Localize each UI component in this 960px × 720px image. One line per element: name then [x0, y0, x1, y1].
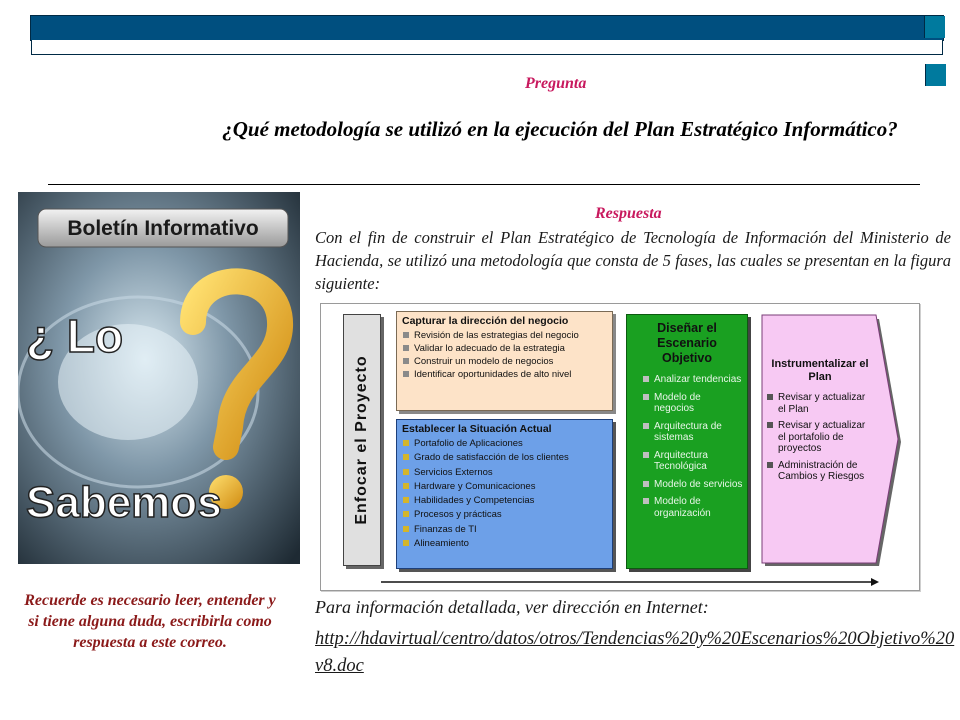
list-item: Construir un modelo de negocios: [403, 355, 608, 368]
top-bar-lower: [31, 40, 943, 55]
question-text: ¿Qué metodología se utilizó en la ejecución del Plan Estratégico Informático?: [222, 117, 898, 141]
phase-capturar-box: [396, 311, 613, 411]
question-label: Pregunta: [525, 75, 587, 92]
list-item: Revisar y actualizar el Plan: [767, 392, 875, 415]
phase-capturar-list: [397, 329, 612, 381]
info-text: Para información detallada, ver dirección en Internet:: [315, 597, 709, 617]
top-bar-square: [924, 16, 945, 38]
list-item: Habilidades y Competencias: [403, 494, 608, 508]
phase-instrumentalizar-list: [761, 392, 879, 483]
divider: [48, 184, 920, 185]
bulletin-line1: ¿ Lo: [26, 310, 124, 362]
phase-disenar-title: Diseñar el Escenario Objetivo: [657, 321, 717, 365]
phase-instrumentalizar-box: [761, 314, 901, 567]
list-item: Revisión de las estrategias del negocio: [403, 329, 608, 342]
list-item: Finanzas de TI: [403, 523, 608, 537]
list-item: Modelo de servicios: [643, 479, 743, 491]
list-item: Revisar y actualizar el portafolio de proyectos: [767, 420, 875, 455]
bulletin-illustration: [18, 192, 300, 564]
phase-disenar-box: [626, 314, 748, 569]
list-item: Procesos y prácticas: [403, 508, 608, 522]
answer-label: Respuesta: [595, 205, 662, 222]
answer-text: Con el fin de construir el Plan Estratégico de Tecnología de Información del Ministerio de Hacienda, se utilizó una metodología que consta de 5 fases, las cuales se presentan en la figura siguiente:: [315, 228, 951, 293]
bulletin-title: Boletín Informativo: [67, 217, 259, 240]
list-item: Validar lo adecuado de la estrategia: [403, 342, 608, 355]
list-item: Servicios Externos: [403, 466, 608, 480]
caption-text: Recuerde es necesario leer, entender y si tiene alguna duda, escribirla como respuesta a este correo.: [24, 592, 276, 651]
methodology-diagram: [320, 303, 920, 591]
list-item: Administración de Cambios y Riesgos: [767, 460, 875, 483]
list-item: Hardware y Comunicaciones: [403, 480, 608, 494]
list-item: Identificar oportunidades de alto nivel: [403, 368, 608, 381]
list-item: Grado de satisfacción de los clientes: [403, 451, 608, 465]
list-item: Alineamiento: [403, 537, 608, 551]
phase-enfocar-box: [343, 314, 381, 566]
phase-establecer-list: [397, 437, 612, 551]
phase-disenar-list: [627, 374, 747, 519]
phase-enfocar-label: Enfocar el Proyecto: [353, 355, 370, 525]
phase-establecer-box: [396, 419, 613, 569]
list-item: Arquitectura Tecnológica: [643, 450, 743, 473]
bulletin-image: [18, 192, 300, 564]
top-bar: [30, 15, 944, 41]
list-item: Analizar tendencias: [643, 374, 743, 386]
list-item: Portafolio de Aplicaciones: [403, 437, 608, 451]
phase-capturar-title: Capturar la dirección del negocio: [402, 315, 569, 327]
top-bar-square-lower: [925, 64, 946, 86]
document-link[interactable]: http://hdavirtual/centro/datos/otros/Tendencias%20y%20Escenarios%20Objetivo%20v8.doc: [315, 629, 955, 676]
phase-instrumentalizar-title: Instrumentalizar el Plan: [771, 358, 869, 383]
phase-establecer-title: Establecer la Situación Actual: [402, 423, 552, 435]
bulletin-line2: Sabemos: [26, 478, 222, 527]
list-item: Modelo de negocios: [643, 392, 743, 415]
list-item: Arquitectura de sistemas: [643, 421, 743, 444]
timeline-arrow: [381, 577, 881, 587]
list-item: Modelo de organización: [643, 496, 743, 519]
